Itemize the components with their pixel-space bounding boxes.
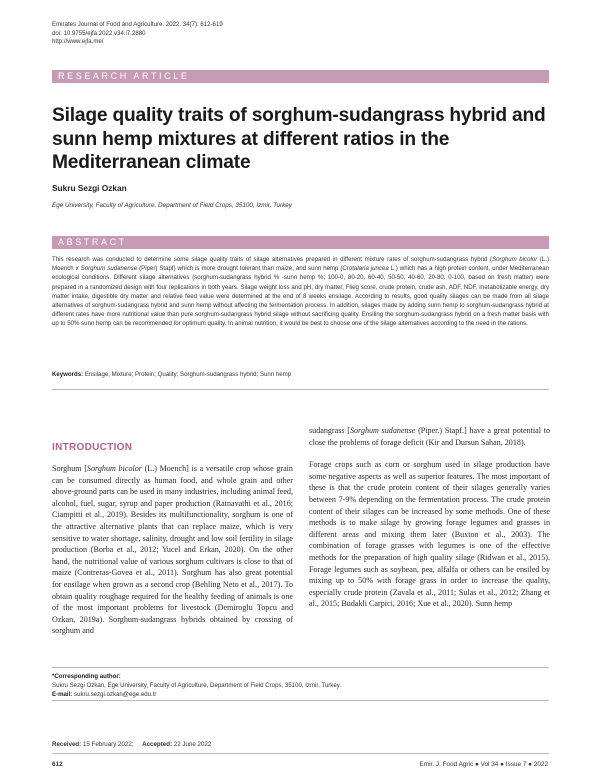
abstract-text-1: This research was conducted to determine some silage quality traits of silage alternatives prepared in different mixture rates of sorghum-sudangrass hybrid ( bbox=[52, 256, 492, 263]
divider bbox=[52, 753, 549, 754]
doi-line: doi: 10.9755/ejfa.2022.v34.i7.2880 bbox=[52, 29, 146, 37]
abstract-text-2: (L.) Moench x bbox=[52, 256, 549, 273]
article-title: Silage quality traits of sorghum-sudangrass hybrid and sunn hemp mixtures at different ratios in the Mediterranean climate bbox=[52, 105, 546, 173]
introduction-left-column bbox=[52, 463, 293, 637]
accepted-date: 22 June 2022 bbox=[172, 741, 212, 748]
introduction-right-column bbox=[309, 425, 550, 610]
accepted-label: Accepted: bbox=[142, 741, 173, 748]
intro-text-4: (Piper.) Stapf.] have a great potential to close the problems of forage deficit (Kir and Dursun Sahan, 2018). bbox=[309, 426, 550, 447]
received-label: Received: bbox=[52, 741, 82, 748]
email-label: E-mail: bbox=[52, 691, 73, 698]
abstract-label-bar: ABSTRACT bbox=[52, 236, 549, 249]
abstract-text-4: L.) which has a high protein content, under Mediterranean ecological conditions. Different silage alternatives (sorghum-sudangrass hybrid % -sunn hemp %; 100-0, 80-20, 60-40, 50-50, 40-60, 20-80, 0-100, based on fresh matter) were prepared in a randomized design with four replications in both years. Silage weight loss and pH, dry matter, Flieg score, crude protein, crude ash, ADF, NDF, metabolizable energy, dry matter intake, digestible dry matter and relative feed value were determined at the end of 8 weeks ensilage. According to results, good quality silages can be made from all silage alternatives of sorghum-sudangrass hybrid and sunn hemp without affecting the fermentation process. In addition, silages made by adding sunn hemp to sorghum-sudangrass hybrid at different rates have more nutritional value than pure sorghum-sudangrass hybrid silage without sacrificing quality. Ensiling the sorghum-sudangrass hybrid on a fresh matter basis with up to 50% sunn hemp can be recommended for optimum quality. In animal nutrition, it would be best to choose one of the silage alternatives according to the need in the rations. bbox=[52, 265, 549, 328]
intro-text-2: (L.) Moench] is a versatile crop whose grain can be consumed directly as human food, and whole grain and other above-ground parts can be used in many industries, including animal feed, alcohol, fuel, sugar, syrup and paper production (Ratnavathi et al., 2016; Ciampitti et al., 2019). Besides its multifunctionality, sorghum is one of the attractive alternative plants that can replace maize, which is very sensitive to water shortage, salinity, drought and low soil fertility in silage production (Borba et al., 2012; Yucel and Erkan, 2020). On the other hand, the nutritional value of various sorghum cultivars is close to that of maize (Contreras-Govea et al., 2011). Sorghum has also great potential for ensilage when grown as a second crop (Behling Neto et al., 2017). To obtain quality roughage required for the healthy feeding of animals is one of the most important problems for livestock (Demiroglu Topcu and Ozkan, 2019a). Sorghum-sudangrass hybrids obtained by crossing of sorghum and bbox=[52, 464, 293, 636]
keywords-list: Ensilage; Mixture; Protein; Quality; Sorghum-sudangrass hybrid; Sunn hemp bbox=[83, 371, 292, 378]
divider bbox=[52, 667, 549, 668]
email-address[interactable]: sukru.sezgi.ozkan@ege.edu.tr bbox=[72, 691, 157, 698]
abstract-species-2: Sorghum sudanense bbox=[80, 265, 138, 273]
intro-text-1: Sorghum [ bbox=[52, 464, 87, 473]
author-name: Sukru Sezgi Ozkan bbox=[52, 183, 127, 193]
keywords-label: Keywords: bbox=[52, 371, 84, 378]
received-date: 15 February 2022; bbox=[81, 741, 134, 748]
divider bbox=[52, 700, 549, 701]
intro-species-1: Sorghum bicolor bbox=[86, 464, 142, 473]
correspondence-address: Sukru Sezgi Ozkan, Ege University, Faculty of Agriculture, Department of Field Crops, 35100, Izmir, Turkey. bbox=[52, 682, 342, 689]
footer-citation: Emir. J. Food Agric ● Vol 34 ● Issue 7 ● 2022 bbox=[419, 761, 548, 768]
intro-species-2: Sorghum sudanense bbox=[349, 426, 416, 435]
correspondence-label bbox=[52, 672, 341, 681]
keywords bbox=[52, 371, 549, 378]
introduction-paragraph bbox=[52, 463, 293, 637]
correspondence-label-text: *Corresponding author: bbox=[52, 673, 121, 680]
page-number: 612 bbox=[52, 761, 63, 768]
abstract-text bbox=[52, 255, 549, 329]
introduction-paragraph bbox=[309, 425, 550, 448]
article-type-bar: RESEARCH ARTICLE bbox=[52, 70, 549, 83]
abstract-text-3: (Piper) Stapf) which is more drought tolerant than maize, and sunn hemp ( bbox=[137, 265, 343, 273]
divider bbox=[52, 389, 549, 390]
introduction-paragraph: Forage crops such as corn or sorghum used in silage production have some negative aspects as well as superior features. The most important of these is that the crude protein content of their silages generally varies between 7-9% depending on the fermentation process. The crude protein content of their silages can be increased by some methods. One of these methods is to make silage by growing forage legumes and grasses in different areas and mixing them later (Buxton et al., 2003). The combination of forage grasses with legumes is one of the effective methods for the preparation of high quality silage (Ridwan et al., 2015). Forage legumes such as soybean, pea, alfalfa or others can be ensiled by mixing up to 50% with forage grass in order to increase the quality, especially crude protein (Zavala et al., 2011; Sulas et al., 2012; Zhang et al., 2015; Budakli Carpici, 2016; Xue et al., 2020). Sunn hemp bbox=[309, 460, 550, 609]
abstract-species-3: Crotalaria juncea bbox=[342, 265, 389, 273]
journal-citation-line: Emirates Journal of Food and Agriculture. 2022. 34(7): 612-619 bbox=[52, 21, 223, 28]
introduction-heading: INTRODUCTION bbox=[52, 442, 133, 453]
journal-url-line: http://www.ejfa.me/ bbox=[52, 38, 104, 46]
intro-text-3: sudangrass [ bbox=[309, 426, 350, 435]
correspondence-email bbox=[52, 690, 341, 699]
abstract-species-1: Sorghum bicolor bbox=[492, 256, 538, 263]
correspondence-block bbox=[52, 672, 341, 699]
author-affiliation: Ege University, Faculty of Agriculture, Department of Field Crops, 35100, Izmir, Turkey bbox=[52, 202, 292, 209]
article-dates bbox=[52, 741, 211, 748]
journal-meta bbox=[52, 21, 223, 47]
